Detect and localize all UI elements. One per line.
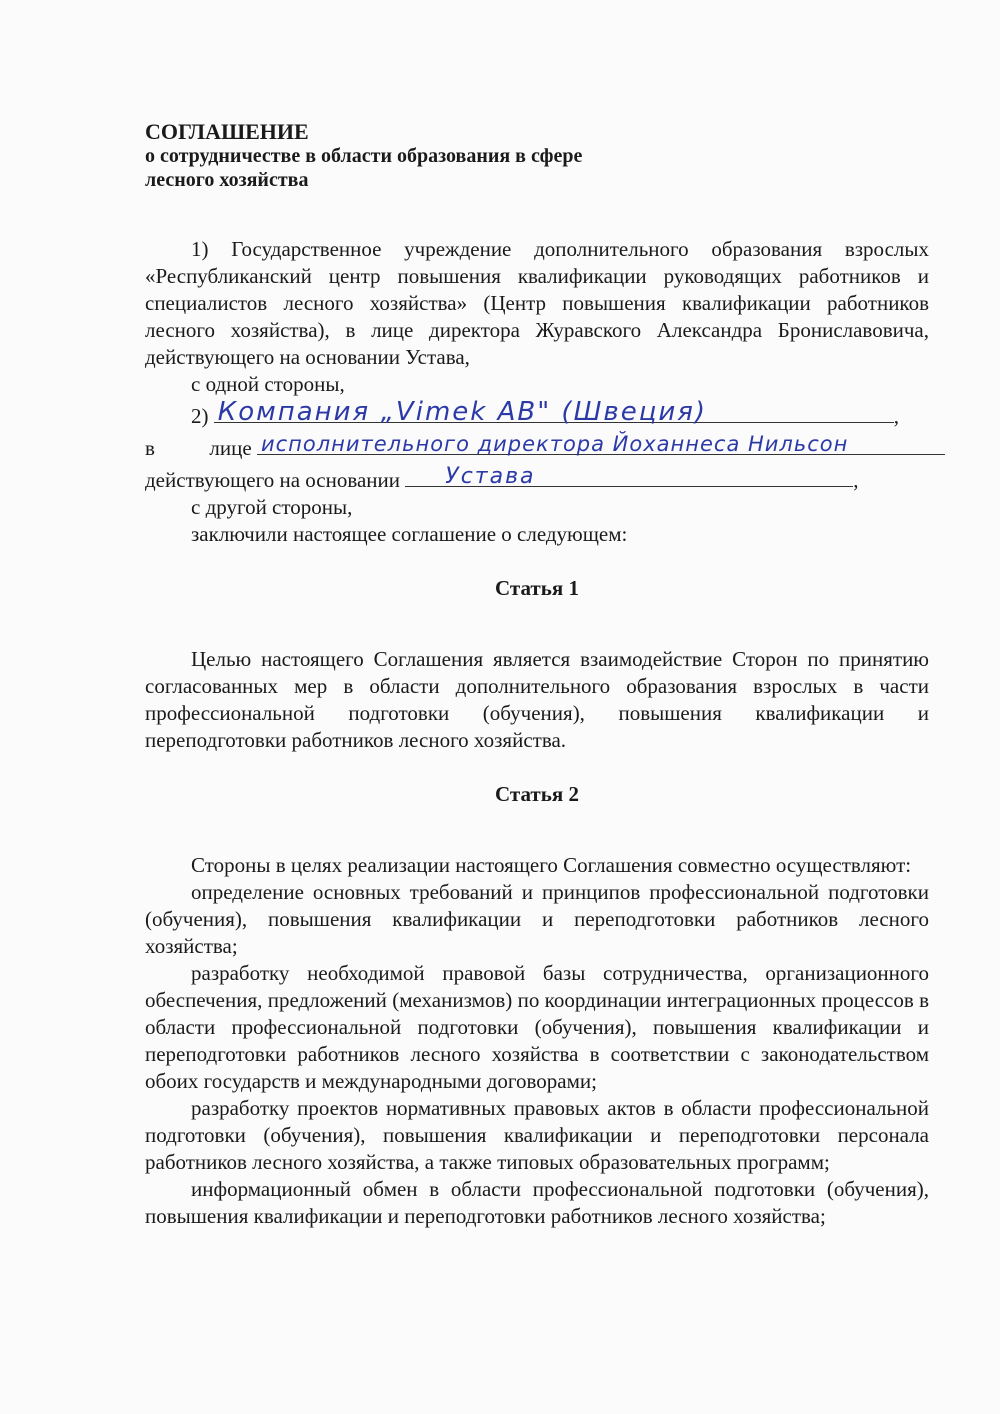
representative-fill-line[interactable] (257, 430, 945, 455)
article-2-heading: Статья 2 (495, 782, 579, 806)
representative-prefix: в (145, 436, 155, 460)
title-line-1: СОГЛАШЕНИЕ (145, 119, 309, 144)
document-body (145, 120, 929, 1230)
other-side-text: с другой стороны, (191, 495, 353, 519)
representative-row (145, 430, 929, 462)
document-title (145, 120, 929, 192)
article-2-item-3: разработку проектов нормативных правовых актов в области профессиональной подготовки (обучения), повышения квалификации и переподготовки персонала работников лесного хозяйства, а также типовых образовательных программ; (145, 1096, 929, 1174)
article-2-item-4: информационный обмен в области профессиональной подготовки (обучения), повышения квалификации и переподготовки работников лесного хозяйства; (145, 1177, 929, 1228)
party-2-suffix: , (893, 404, 899, 428)
representative-handwritten: исполнительного директора Йоханнеса Нильсон (260, 432, 849, 456)
party-2-prefix: 2) (191, 404, 209, 428)
basis-row (145, 462, 929, 494)
concluded-text: заключили настоящее соглашение о следующем: (191, 522, 628, 546)
party-2-handwritten-signature: Компания „Vimek AB" (Швеция) (217, 397, 708, 427)
basis-suffix: , (853, 468, 859, 492)
party-1-paragraph: 1) Государственное учреждение дополнительного образования взрослых «Республиканский центр повышения квалификации руководящих работников и специалистов лесного хозяйства» (Центр повышения квалификации работников лесного хозяйства), в лице директора Журавского Александра Брониславовича, действующего на основании Устава, (145, 237, 929, 369)
article-2-item-1: определение основных требований и принципов профессиональной подготовки (обучения), повышения квалификации и переподготовки работников лесного хозяйства; (145, 880, 929, 958)
title-line-3: лесного хозяйства (145, 169, 309, 191)
party-2-fill-line[interactable] (214, 397, 894, 427)
basis-handwritten: Устава (445, 464, 536, 489)
article-2-intro: Стороны в целях реализации настоящего Соглашения совместно осуществляют: (191, 853, 912, 877)
party-2-row (145, 398, 929, 430)
one-side-text: с одной стороны, (191, 372, 345, 396)
article-1-heading: Статья 1 (495, 576, 579, 600)
article-2-item-2: разработку необходимой правовой базы сотрудничества, организационного обеспечения, предложений (механизмов) по координации интеграционных процессов в области профессиональной подготовки (обучения), повышения квалификации и переподготовки работников лесного хозяйства в соответствии с законодательством обоих государств и международными договорами; (145, 961, 929, 1093)
article-1-text: Целью настоящего Соглашения является взаимодействие Сторон по принятию согласованных мер в области дополнительного образования взрослых в части профессиональной подготовки (обучения), повышения квалификации и переподготовки работников лесного хозяйства. (145, 647, 929, 752)
representative-label: лице (209, 436, 252, 460)
title-line-2: о сотрудничестве в области образования в сфере (145, 145, 583, 167)
basis-label: действующего на основании (145, 468, 401, 492)
basis-fill-line[interactable] (405, 462, 853, 487)
